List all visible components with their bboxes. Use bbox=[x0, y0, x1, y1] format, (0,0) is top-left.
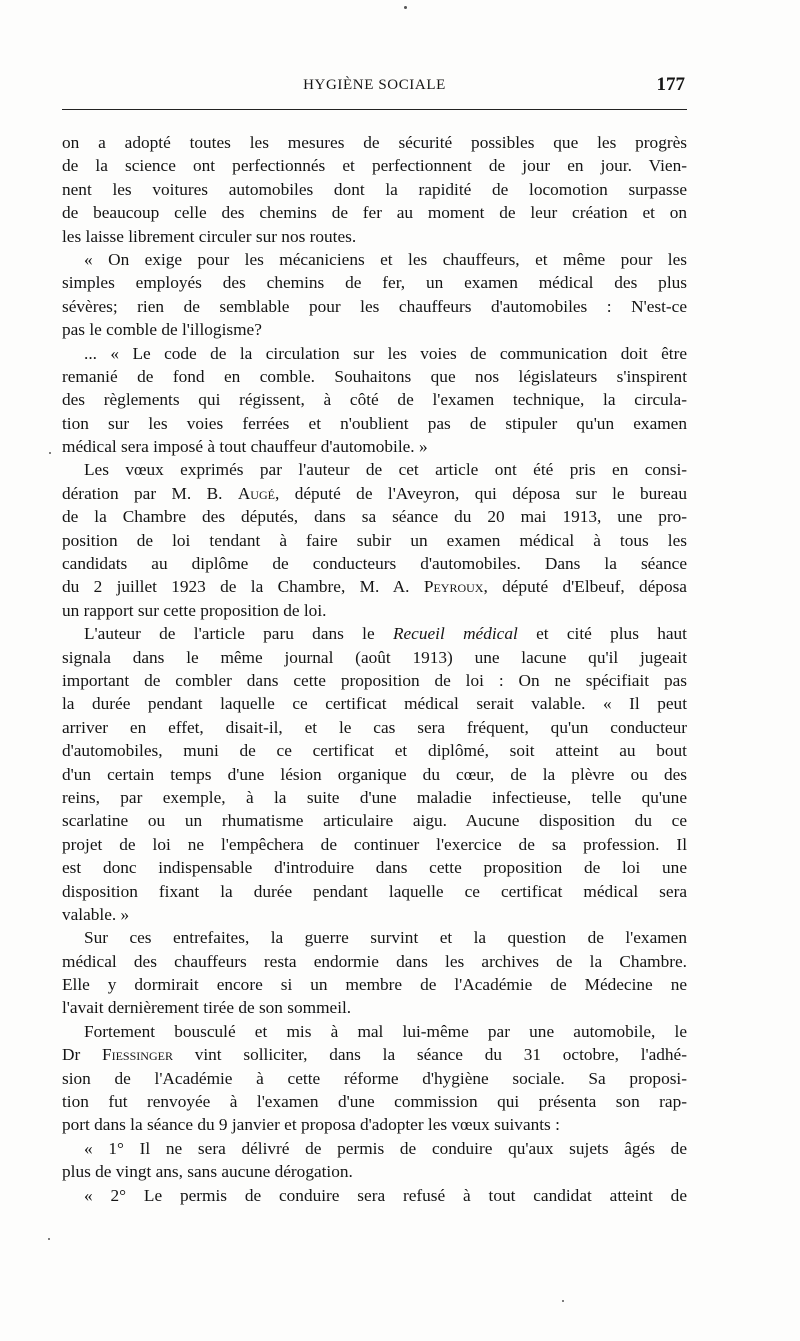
line-text: Fortement bousculé et mis à mal lui-même par une automobile, le bbox=[84, 1021, 687, 1041]
line-text: de la Chambre des députés, dans sa séance du 20 mai 1913, une pro- bbox=[62, 507, 687, 527]
text-line bbox=[62, 856, 687, 879]
line-text: position de loi tendant à faire subir un examen médical à tous les bbox=[62, 530, 687, 550]
line-text: signala dans le même journal (août 1913) une lacune qu'il jugeait bbox=[62, 647, 687, 667]
body-text bbox=[62, 131, 687, 1207]
line-text: arriver en effet, disait-il, et le cas sera fréquent, qu'un conducteur bbox=[62, 717, 687, 737]
line-text: Dr bbox=[62, 1045, 102, 1065]
line-text: pas le comble de l'illogisme? bbox=[62, 320, 262, 340]
text-line bbox=[62, 903, 687, 926]
text-line bbox=[62, 342, 687, 365]
text-line bbox=[62, 1067, 687, 1090]
scan-speck bbox=[562, 1300, 564, 1302]
text-line bbox=[62, 646, 687, 669]
line-text: dération par M. B. bbox=[62, 483, 238, 503]
text-line bbox=[62, 131, 687, 154]
text-line bbox=[62, 365, 687, 388]
text-line bbox=[62, 669, 687, 692]
line-text: « 1° Il ne sera délivré de permis de conduire qu'aux sujets âgés de bbox=[84, 1138, 687, 1158]
line-text: est donc indispensable d'introduire dans cette proposition de loi une bbox=[62, 858, 687, 878]
line-text: remanié de fond en comble. Souhaitons que nos législateurs s'inspirent bbox=[62, 366, 687, 386]
line-text: , député de l'Aveyron, qui déposa sur le bureau bbox=[274, 483, 687, 503]
text-line bbox=[62, 318, 687, 341]
text-line bbox=[62, 622, 687, 645]
text-line bbox=[62, 786, 687, 809]
text-line bbox=[62, 973, 687, 996]
line-text: port dans la séance du 9 janvier et proposa d'adopter les vœux suivants : bbox=[62, 1115, 560, 1135]
text-line bbox=[62, 763, 687, 786]
text-line bbox=[62, 178, 687, 201]
line-text: l'avait dernièrement tirée de son sommeil. bbox=[62, 998, 352, 1018]
text-line bbox=[62, 1184, 687, 1207]
text-line bbox=[62, 201, 687, 224]
text-line bbox=[62, 505, 687, 528]
scan-speck bbox=[404, 6, 407, 9]
text-line bbox=[62, 1020, 687, 1043]
line-text: sion de l'Académie à cette réforme d'hygiène sociale. Sa proposi- bbox=[62, 1068, 687, 1088]
line-text: d'automobiles, muni de ce certificat et diplômé, soit atteint au bout bbox=[62, 741, 687, 761]
line-text: nent les voitures automobiles dont la rapidité de locomotion surpasse bbox=[62, 179, 687, 199]
text-line bbox=[62, 388, 687, 411]
line-text: projet de loi ne l'empêchera de continuer l'exercice de sa profession. Il bbox=[62, 834, 687, 854]
line-text: reins, par exemple, à la suite d'une maladie infectieuse, telle qu'une bbox=[62, 787, 687, 807]
line-text: « On exige pour les mécaniciens et les chauffeurs, et même pour les bbox=[84, 249, 687, 269]
text-line bbox=[62, 248, 687, 271]
text-line bbox=[62, 716, 687, 739]
text-line bbox=[62, 1113, 687, 1136]
journal-title: Recueil médical bbox=[392, 624, 518, 644]
text-line bbox=[62, 482, 687, 505]
line-text: la durée pendant laquelle ce certificat médical serait valable. « Il peut bbox=[62, 694, 687, 714]
text-line bbox=[62, 225, 687, 248]
line-text: simples employés des chemins de fer, un examen médical des plus bbox=[62, 273, 687, 293]
text-line bbox=[62, 996, 687, 1019]
text-line bbox=[62, 435, 687, 458]
text-line bbox=[62, 1137, 687, 1160]
text-line bbox=[62, 154, 687, 177]
line-text: d'un certain temps d'une lésion organique du cœur, de la plèvre ou des bbox=[62, 764, 687, 784]
text-line bbox=[62, 809, 687, 832]
line-text: et cité plus haut bbox=[517, 624, 687, 644]
text-line bbox=[62, 552, 687, 575]
line-text: Sur ces entrefaites, la guerre survint et la question de l'examen bbox=[84, 928, 687, 948]
line-text: valable. » bbox=[62, 904, 130, 924]
line-text: « 2° Le permis de conduire sera refusé à tout candidat atteint de bbox=[84, 1185, 687, 1205]
line-text: médical sera imposé à tout chauffeur d'automobile. » bbox=[62, 437, 428, 457]
line-text: on a adopté toutes les mesures de sécurité possibles que les progrès bbox=[62, 133, 687, 152]
scan-speck bbox=[49, 452, 51, 454]
line-text: vint solliciter, dans la séance du 31 octobre, l'adhé- bbox=[172, 1045, 687, 1065]
text-line bbox=[62, 575, 687, 598]
line-text: plus de vingt ans, sans aucune dérogation. bbox=[62, 1162, 353, 1182]
author-name: Fiessinger bbox=[102, 1045, 173, 1065]
line-text: les laisse librement circuler sur nos routes. bbox=[62, 226, 357, 246]
text-line bbox=[62, 950, 687, 973]
line-text: L'auteur de l'article paru dans le bbox=[84, 624, 393, 644]
author-name: Peyroux bbox=[423, 577, 484, 597]
line-text: scarlatine ou un rhumatisme articulaire aigu. Aucune disposition du ce bbox=[62, 811, 687, 831]
text-line bbox=[62, 295, 687, 318]
text-line bbox=[62, 739, 687, 762]
line-text: disposition fixant la durée pendant laquelle ce certificat médical sera bbox=[62, 881, 687, 901]
text-line bbox=[62, 1160, 687, 1183]
text-line bbox=[62, 599, 687, 622]
line-text: du 2 juillet 1923 de la Chambre, M. A. bbox=[62, 577, 424, 597]
line-text: des règlements qui régissent, à côté de l'examen technique, la circula- bbox=[62, 390, 687, 410]
text-line bbox=[62, 692, 687, 715]
text-line bbox=[62, 412, 687, 435]
text-line bbox=[62, 880, 687, 903]
line-text: de beaucoup celle des chemins de fer au moment de leur création et on bbox=[62, 203, 687, 223]
line-text: Elle y dormirait encore si un membre de l'Académie de Médecine ne bbox=[62, 975, 687, 995]
line-text: tion fut renvoyée à l'examen d'une commission qui présenta son rap- bbox=[62, 1092, 687, 1112]
line-text: important de combler dans cette proposition de loi : On ne spécifiait pas bbox=[62, 670, 687, 690]
author-name: Augé bbox=[237, 483, 275, 503]
line-text: de la science ont perfectionnés et perfectionnent de jour en jour. Vien- bbox=[62, 156, 687, 176]
text-line bbox=[62, 1090, 687, 1113]
line-text: candidats au diplôme de conducteurs d'automobiles. Dans la séance bbox=[62, 554, 687, 574]
running-title: HYGIÈNE SOCIALE bbox=[303, 77, 446, 93]
line-text: un rapport sur cette proposition de loi. bbox=[62, 600, 327, 620]
line-text: médical des chauffeurs resta endormie dans les archives de la Chambre. bbox=[62, 951, 687, 971]
scan-speck bbox=[48, 1238, 50, 1240]
text-line bbox=[62, 458, 687, 481]
text-line bbox=[62, 529, 687, 552]
page-number: 177 bbox=[656, 74, 685, 95]
text-line bbox=[62, 271, 687, 294]
text-line bbox=[62, 926, 687, 949]
line-text: ... « Le code de la circulation sur les voies de communication doit être bbox=[84, 343, 687, 363]
line-text: tion sur les voies ferrées et n'oublient pas de stipuler qu'un examen bbox=[62, 413, 687, 433]
line-text: sévères; rien de semblable pour les chauffeurs d'automobiles : N'est-ce bbox=[62, 296, 687, 316]
line-text: Les vœux exprimés par l'auteur de cet article ont été pris en consi- bbox=[84, 460, 687, 480]
page-header bbox=[62, 74, 687, 100]
text-line bbox=[62, 833, 687, 856]
header-rule bbox=[62, 109, 687, 110]
text-line bbox=[62, 1043, 687, 1066]
line-text: , député d'Elbeuf, déposa bbox=[483, 577, 687, 597]
